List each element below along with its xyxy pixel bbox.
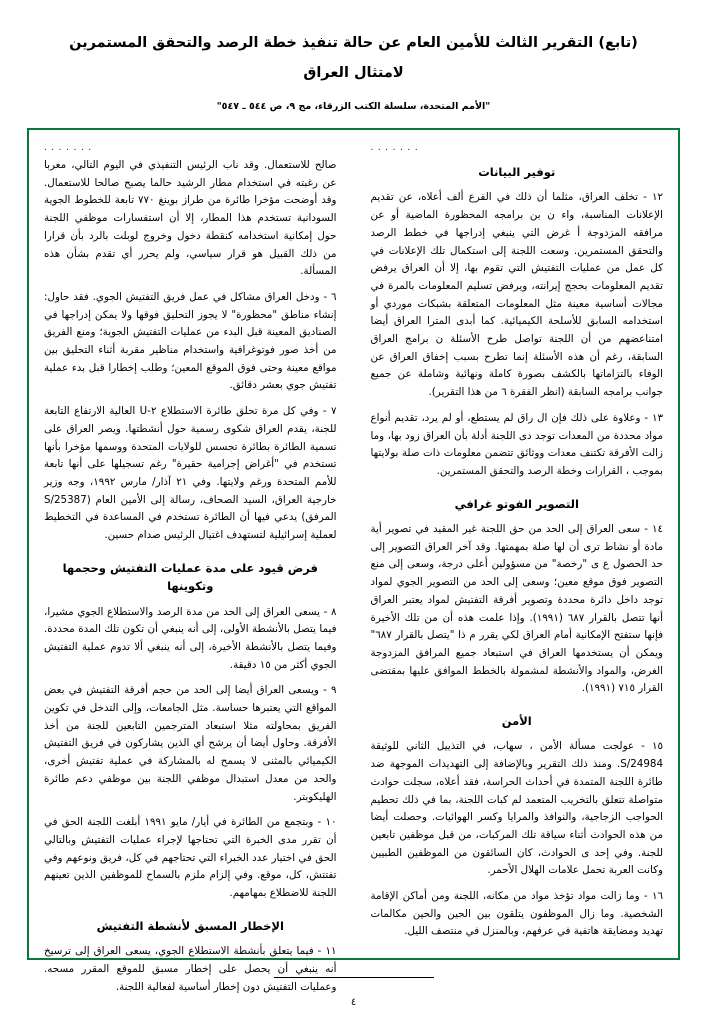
- page-title-line-2: لامتثال العراق: [303, 64, 404, 81]
- source-citation: "الأمم المتحدة، سلسلة الكتب الزرقاء، مج ٩، ص ٥٤٤ ـ ٥٤٧": [216, 101, 491, 113]
- section-heading-photography: التصوير الفوتو غرافي: [454, 496, 579, 511]
- paragraph: ٩ - ويسعى العراق أيضا إلى الحد من حجم أفرقة التفتيش في بعض المواقع التي يعتبرها حساسة. مثل الجامعات، وإلى التدخل في تكوين الفريق بمحاولته مثلا استبعاد المترجمين التابعين للجنة من أخذ الأفرقة. وحاول أيضا أن يرشح أي الذين يشاركون في فريق التفتيش الكيميائي بالمثنى لا يسمح له بالمشاركة في عملية تفتيش أخرى، والحد من معدل استبدال موظفي اللجنة بين موظفي دعم طائرة الهليكوبتر.: [44, 684, 337, 803]
- right-column-leading-dots: . . . . . . .: [370, 143, 419, 153]
- column-left: [44, 143, 341, 993]
- paragraph: ١٦ - وما زالت مواد تؤخذ مواد من مكانه، اللجنة ومن أماكن الإقامة الشخصية. وما زال الموظفون يتلقون بين الحين والحين مكالمات تهديد ومضايقة هاتفية في عرفهم، وبالمنزل في منتصف الليل.: [370, 890, 663, 938]
- paragraph: ٧ - وفي كل مرة تحلق طائرة الاستطلاع ٢-U العالية الارتفاع التابعة للجنة، يقدم العراق شكوى رسمية حول أنشطتها. ويصر العراق على تسمية الطائرة بطائرة تجسس للولايات المتحدة ووسمها مؤخرا بأنها تستخدم في "أغراض إجرامية حقيرة" رغم تسجيلها على أنها تابعة للأمم المتحدة ورغم ولايتها. وفي ٢١ آذار/ مارس ١٩٩٢، وجه وزير خارجية العراق، السيد الصحاف، رسالة إلى الأمين العام (S/25387 المرفق) يدعي فيها أن الطائرة تستخدم في المساعدة في التخطيط لعملية إسرائيلية لتستهدف اغتيال الرئيس صدام حسين.: [44, 405, 337, 542]
- section-heading-prior-notification: الإخطار المسبق لأنشطة التفتيش: [96, 918, 284, 933]
- paragraph: ٨ - يسعى العراق إلى الحد من مدة الرصد والاستطلاع الجوي مشيرا، فيما يتصل بالأنشطة الأولى، إلى أنه ينبغي أن تكون تلك المدة محددة. وفيما يتصل بالأنشطة الأخيرة، إلى أنه ينبغي ألا تدوم عملية التفتيش الجوي أكثر من ١٥ دقيقة.: [44, 605, 337, 671]
- two-column-body: [44, 143, 663, 993]
- paragraph: ١٣ - وعلاوة على ذلك فإن ال راق لم يستطع، أو لم يرد، تقديم أنواع مواد محددة من المعدات توجد دى اللجنة أدلة بأن العراق زود بها، وما زالت الأفرقة تكتنف معدات ووثائق تتضمن معلومات ذات صلة بولايتها بموجب ، القرارات وخطة الرصد والتحقق المستمرين.: [370, 411, 663, 477]
- column-right: [367, 143, 664, 944]
- left-column-leading-dots: . . . . . . .: [44, 143, 93, 153]
- page-header: [0, 0, 707, 112]
- footer-divider: [274, 977, 434, 978]
- paragraph: ١٢ - تخلف العراق، مثلما أن ذلك في الفرع ألف أعلاه، عن تقديم الإعلانات المناسبة، واء ن بن برامجه المحظورة الماضية أو عن مرافقه المزدوجة أ غرض التي ينبغي إدراجها في خطط الرصد والتحقق المستمرين. وسعت اللجنة إلى استكمال تلك الإعلانات في كل عمل من عمليات التفتيش التي تقوم بها، إلا أن العراق يرفض تقديم المعلومات بحجج إيرانته، ويرفض تسليم المعلومات بالمرة في مجالات أساسية معينة مثل المعلومات المتعلقة بشبكات موردي أو استخدامه السابق للأسلحة الكيميائية. كما أبدى المترا العراق أيضا امتناعضهم من أن اللجنة تواصل طرح الأسئلة ن برامج العراق السابقة، رغم أن هذه الأسئلة إنما تطرح بسبب إخفاق العراق عن الوفاء بالتزاماتها بالكشف بصورة كاملة ونهائية وشاملة عن جميع جوانب برامجه السابقة (انظر الفقرة ٦ من هذا التقرير).: [370, 191, 663, 399]
- section-heading-inspection-limits: فرض قيود على مدة عمليات التفتيش وحجمها وتكوينها: [62, 560, 318, 594]
- section-heading-data-provision: توفير البيانات: [478, 165, 556, 179]
- paragraph: صالح للاستعمال. وقد ناب الرئيس التنفيذي في اليوم التالي، معربا عن رغبته في استخدام مطار الرشيد حالما يصبح صالحا للاستعمال. وقد أوضحت مؤخرا طائرة من طراز بوينغ ٧٧٠ تابعة للخطوط الجوية السودانية تستخدم هذا المطار، إلا أن استفسارات موظفي اللجنة حول إمكانية استخدامه كنقطة دخول وخروج لوبلت بالرد بأن قرارا من ذلك القبيل هو قرار سياسي، ولم يحرر أي تقدم بشأن هذه المسألة.: [44, 159, 337, 278]
- paragraph: ١١ - فيما يتعلق بأنشطة الاستطلاع الجوي، يسعى العراق إلى ترسيخ أنه ينبغي أن يحصل على إخطار مسبق للموقع المقرر مسحه. وعمليات التفتيش دون إخطار أساسية لفعالية اللجنة.: [44, 945, 337, 993]
- paragraph: ١٠ - وبتجمع من الطائرة في أيار/ مايو ١٩٩١ أبلغت اللجنة الحق في أن تقرر مدى الخبرة التي تحتاجها لإجراء عمليات التفتيش وبالتالي الحق في اختيار عدد الخبراء التي تحتاجهم في كل، فريق ونوعهم وفي تفتتش، كل، موقع. وفي إلزام ملزم بالسماح للموظفين الذين تعينهم اللجنة للاضطلاع بمهامهم.: [44, 816, 337, 900]
- paragraph: ١٥ - عولجت مسألة الأمن ، سهاب، في التذييل الثاني للوثيقة S/24984. ومنذ ذلك التقرير وبالإضافة إلى التهديدات الموجهة ضد طائرة اللجنة المتمدة في أحداث الحراسة، فقد أعلاه، سجلت حوادث متواصلة تتعلق بالتخريب المتعمد لم كبات اللجنة، بما في ذلك تحطيم الحواجب الزجاجية، والنوافذ والمرايا وكسر الهوائيات. وحصلت أيضا من هذه الحوادث أثناء سياقة تلك المركبات، من قبل موظفين تابعين للجنة. وفي إحد ى الحوادث، كان السائقون من الموظفين الطبيين وكانت العربة تحمل علامات الهلال الأحمر.: [370, 740, 663, 877]
- page-title-line-1: (تابع) التقرير الثالث للأمين العام عن حالة تنفيذ خطة الرصد والتحقق المستمرين: [69, 35, 638, 51]
- section-heading-security: الأمن: [501, 714, 532, 729]
- page-number: ٤: [350, 997, 357, 1008]
- paragraph: ١٤ - سعى العراق إلى الحد من حق اللجنة غير المقيد في تصوير أية مادة أو نشاط ترى أن لها صلة بمهمتها. وقد آخر العراق التصوير إلى حد الحصول ع ى "رخصة" من مسؤولين أعلى درجة، وسعى إلى منع التصوير فوق موقع معين؛ وسعى إلى الحد من التصوير الجوي لمواد توجد داخل دائرة محددة وتصوير أفرقة التفتيش لمواد يعتبر العراق أنها تتصل بالقرار ٦٨٧ (١٩٩١). وإذا علمت هذه أن من تلك الأخيرة فإنها ستفتح الإمكانية أمام العراق لكي يقرر م ذا "يتصل بالقرار ٦٨٧" ويمكن أن يستخدمها العراق في استبعاد جميع المرافق المزدوجة الغرض، والمواد والأنشطة لمشمولة بالخطط الموافق عليها بمقتضى القرار ٧١٥ (١٩٩١).: [370, 523, 663, 695]
- paragraph: ٦ - ودخل العراق مشاكل في عمل فريق التفتيش الجوي. فقد حاول: إنشاء مناطق "محظورة" لا يجوز التحليق فوقها ولا يمكن إدراجها في الصناديق المعينة قبل البدء من عمليات التفتيش الجوية؛ ومنع الفريق من أخذ صور فوتوغرافية واستخدام مناظير مقربة أثناء التحليق بين مواقع معينة وحتى فوق الموقع المعين؛ وطلب إخطارا قبل بدء عملية تفتيش جوي بعشر دقائق.: [44, 290, 337, 392]
